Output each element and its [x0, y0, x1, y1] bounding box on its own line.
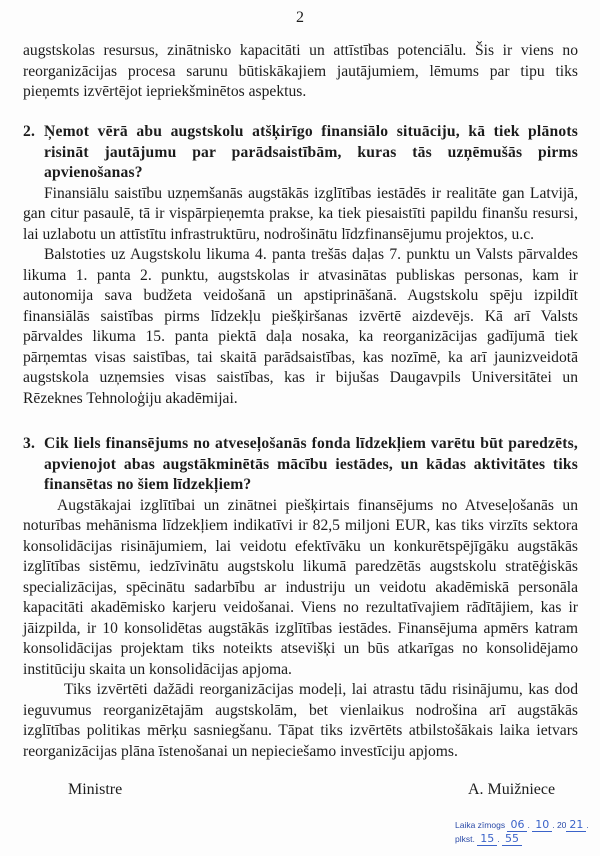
stamp-label: Laika zīmogs [455, 820, 506, 830]
question-2 [23, 122, 578, 184]
question-text: Ņemot vērā abu augstskolu atšķirīgo finansiālo situāciju, kā tiek plānots risināt jautājumu par parādsaistībām, kuras tās uzņēmušās pirms apvienošanas? [44, 123, 578, 181]
answer-paragraph: Tiks izvērtēti dažādi reorganizācijas modeļi, lai atrastu tādu risinājumu, kas dod ieguvumus reorganizētajām augstskolām, bet vienlaikus nodrošina arī augstākās izglītības politikas mērķu sasniegšanu. Tāpat tiks izvērtēts atbilstošākais laika ietvars reorganizācijas plāna īstenošanai un nepieciešamo investīciju apjoms. [23, 681, 578, 760]
stamp-minute: 55 [502, 832, 522, 846]
time-stamp [455, 818, 589, 846]
section-3 [23, 434, 578, 762]
stamp-time-line: plkst. 15 . 55 [455, 832, 589, 846]
stamp-month: 10 [532, 818, 552, 832]
answer-paragraph: Balstoties uz Augstskolu likuma 4. panta trešās daļas 7. punktu un Valsts pārvaldes likuma 1. panta 2. punktu, augstskolas ir atvasinātas publiskas personas, kam ir autonomija sava budžeta veidošanā un apstiprināšanā. Augstskolu spēju izpildīt finansiālās saistības pirms līdzekļu piešķiršanas izvērtē aizdevējs. Kā arī Valsts pārvaldes likuma 15. panta piektā daļa nosaka, ka reorganizācijas gadījumā tiek pārņemtas visas saistības, tai skaitā parādsaistības, kas nozīmē, ka arī jaunizveidotā augstskola uzņemsies visas saistības, kas ir bijušas Daugavpils Universitātei un Rēzeknes Tehnoloģiju akadēmijai. [23, 246, 578, 407]
intro-paragraph-block [23, 41, 578, 103]
question-text: Cik liels finansējums no atveseļošanās fonda līdzekļiem varētu būt paredzēts, apvienojot abas augstākminētās mācību iestādes, un kādas aktivitātes tiks finansētas no šiem līdzekļiem? [44, 435, 578, 493]
stamp-year-suffix: 21 [566, 818, 586, 832]
question-3 [23, 434, 578, 496]
question-number: 2. [23, 123, 36, 140]
intro-paragraph: augstskolas resursus, zinātnisko kapacitāti un attīstības potenciālu. Šis ir viens no reorganizācijas procesa sarunu būtiskākajiem jautājumiem, lēmums par tipu tiks pieņemts izvērtējot iepriekšminētos aspektus. [23, 42, 578, 100]
signatory-title: Ministre [68, 781, 123, 798]
stamp-time-label: plkst. [455, 834, 475, 844]
stamp-year-prefix: 20 [556, 820, 567, 830]
stamp-hour: 15 [477, 832, 497, 846]
section-2 [23, 122, 578, 409]
answer-paragraph: Augstākajai izglītībai un zinātnei piešķirtais finansējums no Atveseļošanās un noturības mehānisma līdzekļiem indikatīvi ir 82,5 miljoni EUR, kas tiks virzīts sektora konsolidācijas risinājumiem, lai veidotu efektīvāku un konkurētspējīgāku augstākās izglītības sistēmu, iedzīvinātu augstskolu likumā paredzētās augstskolu stratēģiskās specializācijas, spēcinātu sadarbību ar industriju un veidotu akadēmiskā personāla kapacitāti akadēmisko karjeru veidošanai. Viens no rezultatīvajiem rādītājiem, kas ir jāizpilda, ir 10 konsolidētas augstākās izglītības iestādes. Finansējuma apmērs katram konsolidācijas projektam tiks noteikts atsevišķi un būs atkarīgas no konsolidējamo institūciju skaita un konsolidācijas apjoma. [23, 496, 578, 678]
question-number: 3. [23, 435, 36, 452]
page-number: 2 [296, 9, 304, 26]
answer-paragraph: Finansiālu saistību uzņemšanās augstākās izglītības iestādēs ir realitāte gan Latvijā, gan citur pasaulē, tā ir vispārpieņemta prakse, ka tiek piesaistīti papildu finanšu resursi, lai uzlabotu un attīstītu infrastruktūru, nodrošinātu līdzfinansējumu projektos, u.c. [23, 184, 578, 243]
stamp-day: 06 [507, 818, 527, 832]
signatory-name: A. Muižniece [468, 781, 556, 798]
stamp-date-line: Laika zīmogs 06 . 10 . 20 21 . [455, 818, 589, 831]
